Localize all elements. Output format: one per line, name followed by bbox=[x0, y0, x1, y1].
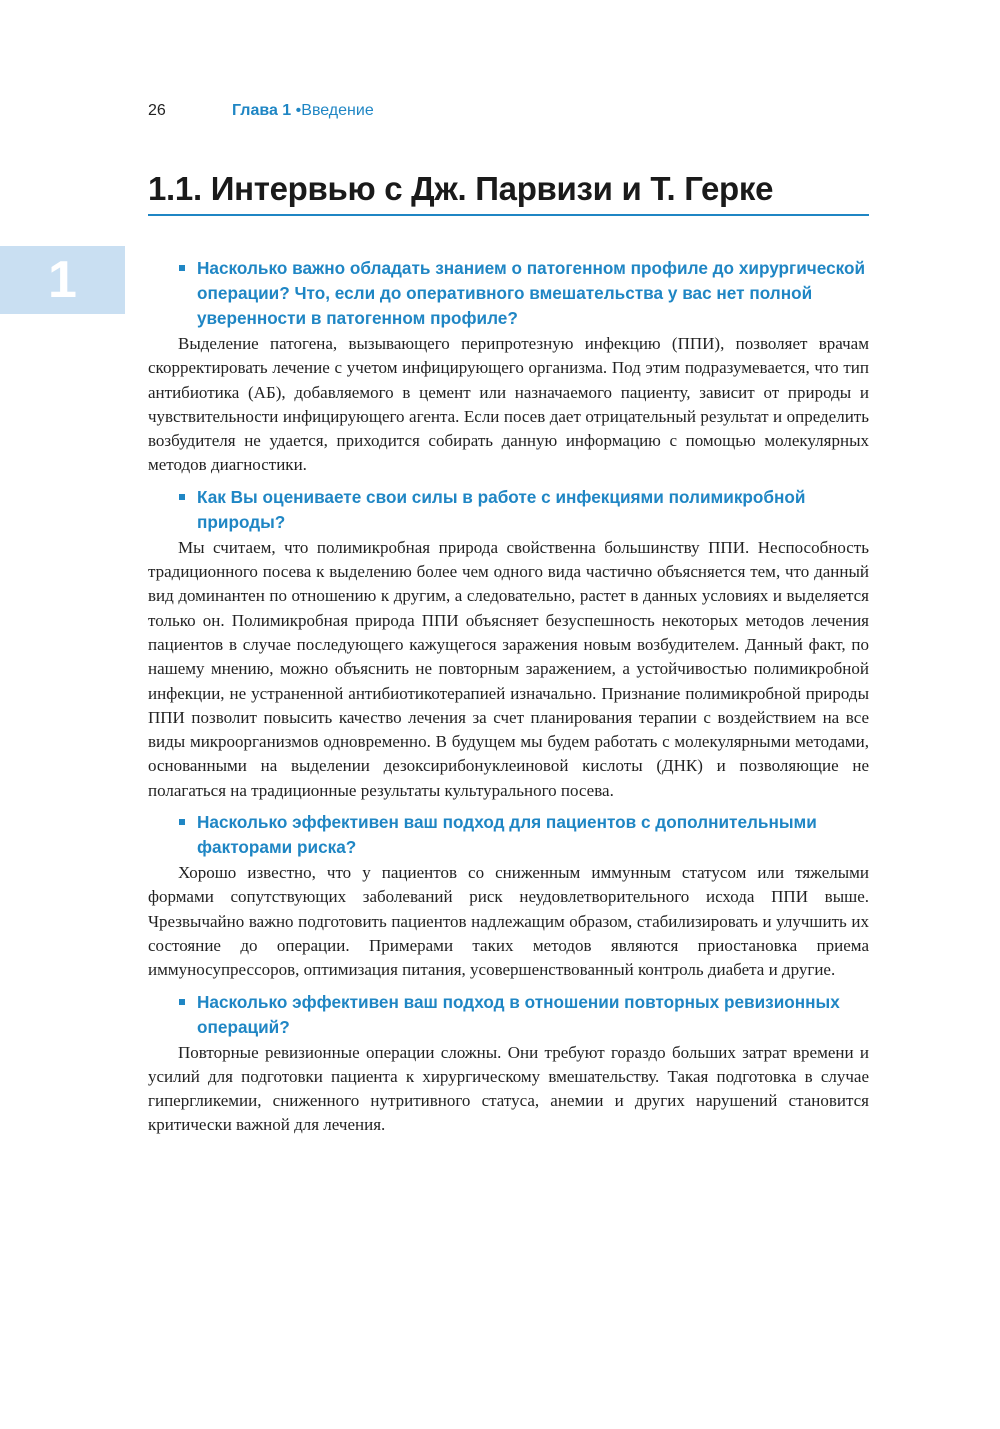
square-bullet-icon bbox=[179, 494, 185, 500]
header-separator: • bbox=[295, 102, 302, 119]
answer-2: Мы считаем, что полимикробная природа свойственна большинству ППИ. Неспособность традиционного посева к выделению более чем одного вида частично объясняется тем, что данный вид доминантен по отношению к другим, а следовательно, растет в данных условиях и выделяется только он. Полимикробная природа ППИ объясняет безуспешность некоторых методов лечения пациентов в случае последующего кажущегося заражения новым возбудителем. Данный факт, по нашему мнению, можно объяснить не повторным заражением, а устойчивостью полимикробной инфекции, не устраненной антибиотикотерапией изначально. Признание полимикробной природы ППИ позволит повысить качество лечения за счет планирования терапии с воздействием на все виды микроорганизмов одновременно. В будущем мы будем работать с молекулярными методами, основанными на выделении дезоксирибонуклеиновой кислоты (ДНК) и позволяющие не полагаться на традиционные результаты культурального посева. bbox=[148, 537, 869, 800]
question-text: Как Вы оцениваете свои силы в работе с инфекциями полимикробной природы? bbox=[197, 486, 806, 532]
question-text: Насколько важно обладать знанием о патогенном профиле до хирургической операции? Что, если до оперативного вмешательства у вас нет полной уверенности в патогенном профиле? bbox=[197, 258, 866, 328]
square-bullet-icon bbox=[179, 265, 185, 271]
square-bullet-icon bbox=[179, 999, 185, 1005]
answer-3: Хорошо известно, что у пациентов со сниженным иммунным статусом или тяжелыми формами сопутствующих заболеваний риск неудовлетворительного исхода ППИ выше. Чрезвычайно важно подготовить пациентов надлежащим образом, стабилизировать и улучшить их состояние до операции. Примерами таких методов являются приостановка приема иммуносупрессоров, оптимизация питания, усовершенствованный контроль диабета и другие. bbox=[148, 863, 869, 980]
section-title: 1.1. Интервью с Дж. Парвизи и Т. Герке bbox=[148, 170, 869, 216]
page-number: 26 bbox=[148, 102, 166, 119]
question-text: Насколько эффективен ваш подход в отношении повторных ревизионных операций? bbox=[197, 991, 840, 1037]
chapter-label: Глава 1 bbox=[232, 102, 292, 119]
question-2 bbox=[148, 485, 869, 535]
square-bullet-icon bbox=[179, 819, 185, 825]
question-1 bbox=[148, 256, 869, 331]
question-text: Насколько эффективен ваш подход для пациентов с дополнительными факторами риска? bbox=[197, 812, 817, 858]
answer-4: Повторные ревизионные операции сложны. Они требуют гораздо больших затрат времени и усилий для подготовки пациента к хирургическому вмешательству. Такая подготовка в случае гипергликемии, сниженного нутритивного статуса, анемии и других нарушений становится критически важной для лечения. bbox=[148, 1042, 869, 1135]
answer-1: Выделение патогена, вызывающего перипротезную инфекцию (ППИ), позволяет врачам скорректировать лечение с учетом инфицирующего организма. Под этим подразумевается, что тип антибиотика (АБ), добавляемого в цемент или назначаемого пациенту, зависит от природы и чувствительности инфицирующего агента. Если посев дает отрицательный результат и определить возбудителя не удается, приходится собирать данную информацию с помощью молекулярных методов диагностики. bbox=[148, 334, 869, 475]
question-3 bbox=[148, 810, 869, 860]
running-header bbox=[148, 102, 374, 120]
chapter-thumb-tab: 1 bbox=[0, 246, 125, 314]
interview-content bbox=[148, 256, 869, 1145]
chapter-title: Введение bbox=[301, 102, 374, 119]
question-4 bbox=[148, 990, 869, 1040]
